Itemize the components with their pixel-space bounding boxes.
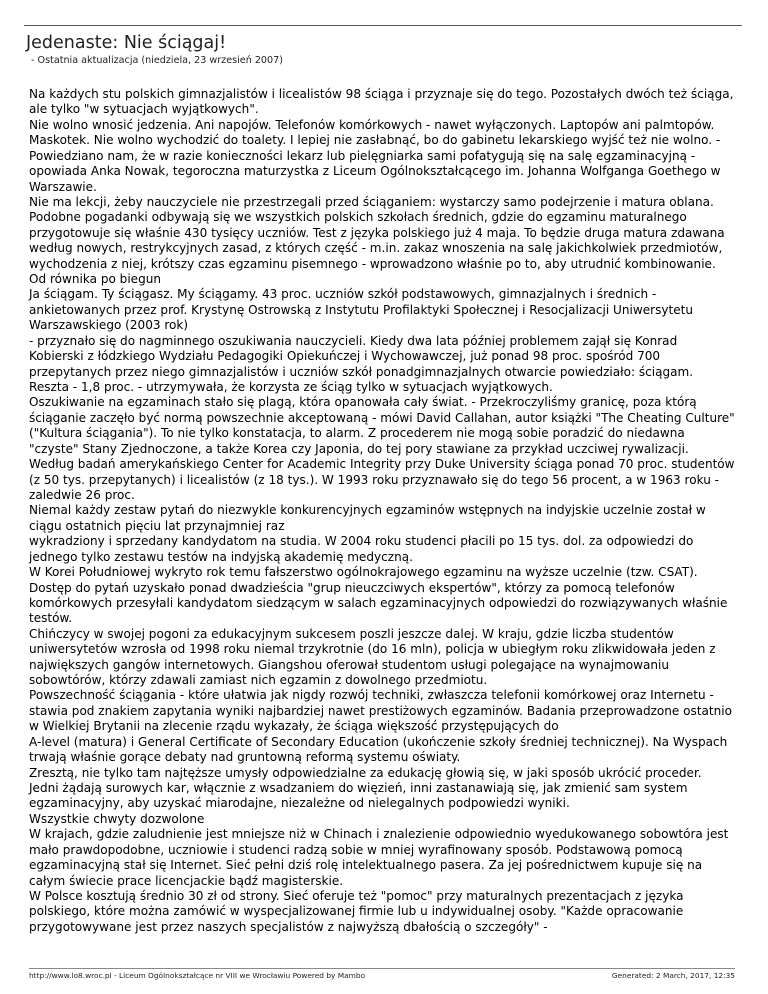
section-heading: Od równika po biegun: [29, 272, 161, 287]
paragraph: Nie wolno wnosić jedzenia. Ani napojów. Telefonów komórkowych - nawet wyłączonych. Laptopów ani palmtopów. Maskotek. Nie wolno wychodzić do toalety. I lepiej nie zasłabnąć, bo do gabinetu lekarskiego wyjść też nie wolno. - Powiedziano nam, że w razie konieczności lekarz lub pielęgniarka sami pofatygują się na salę egzaminacyjną - opowiada Anka Nowak, tegoroczna maturzystka z Liceum Ogólnokształcącego im. Johanna Wolfganga Goethego w Warszawie.: [29, 117, 721, 194]
paragraph: Oszukiwanie na egzaminach stało się plagą, która opanowała cały świat. - Przekroczyliśmy granicę, poza którą ściąganie zaczęło być normą powszechnie akceptowaną - mówi David Callahan, autor książki "The Cheating Culture" ("Kultura ściągania"). To nie tylko konstatacja, to alarm. Z procederem nie mogą sobie poradzić do niedawna "czyste" Stany Zjednoczone, a także Korea czy Japonia, do tej pory stawiane za przykład uczciwej rywalizacji.: [29, 395, 735, 456]
paragraph: Niemal każdy zestaw pytań do niezwykle konkurencyjnych egzaminów wstępnych na indyjskie uczelnie został w ciągu ostatnich pięciu lat przynajmniej raz: [29, 503, 706, 533]
article-title: Jedenaste: Nie ściągaj!: [26, 33, 227, 53]
footer-source: http://www.lo8.wroc.pl - Liceum Ogólnokształcące nr VIII we Wrocławiu Powered by Mambo: [29, 971, 366, 980]
paragraph: Według badań amerykańskiego Center for Academic Integrity przy Duke University ściąga ponad 70 proc. studentów (z 50 tys. przepytanych) i licealistów (z 18 tys.). W 1993 roku przyznawało się do tego 56 procent, a w 1963 roku - zaledwie 26 proc.: [29, 457, 735, 502]
paragraph: Zresztą, nie tylko tam najtęższe umysły odpowiedzialne za edukację głowią się, w jaki sposób ukrócić proceder. Jedni żądają surowych kar, włącznie z wsadzaniem do więzień, inni zastanawiają się, jak zmienić sam system egzaminacyjny, aby uzyskać miarodajne, niezależne od nielegalnych podpowiedzi wyniki.: [29, 765, 702, 811]
paragraph: W Polsce kosztują średnio 30 zł od strony. Sieć oferuje też "pomoc" przy maturalnych prezentacjach z języka polskiego, które można zamówić w wyspecjalizowanej firmie lub u indywidualnej osoby. "Każde opracowanie przygotowywane jest przez naszych specjalistów z najwyższą dbałością o szczegóły" -: [29, 888, 684, 934]
paragraph: W Korei Południowej wykryto rok temu fałszerstwo ogólnokrajowego egzaminu na wyższe uczelnie (tzw. CSAT). Dostęp do pytań uzyskało ponad dwadzieścia "grup nieuczciwych ekspertów", którzy za pomocą telefonów komórkowych przesyłali kandydatom siedzącym w salach egzaminacyjnych odpowiedzi do rozwiązywanych właśnie testów.: [29, 565, 728, 626]
section-heading: Wszystkie chwyty dozwolone: [29, 811, 205, 826]
article-body: [29, 87, 735, 935]
paragraph: Ja ściągam. Ty ściągasz. My ściągamy. 43 proc. uczniów szkół podstawowych, gimnazjalnych i średnich - ankietowanych przez prof. Krystynę Ostrowską z Instytutu Profilaktyki Społecznej i Resocjalizacji Uniwersytetu Warszawskiego (2003 rok): [29, 287, 693, 333]
paragraph: Na każdych stu polskich gimnazjalistów i licealistów 98 ściąga i przyznaje się do tego. Pozostałych dwóch też ściąga, ale tylko "w sytuacjach wyjątkowych".: [29, 87, 734, 117]
paragraph: W krajach, gdzie zaludnienie jest mniejsze niż w Chinach i znalezienie odpowiednio wyedukowanego sobowtóra jest mało prawdopodobne, uczniowie i studenci radzą sobie w mniej wyrafinowany sposób. Podstawową pomocą egzaminacyjną stał się Internet. Sieć pełni dziś rolę intelektualnego pasera. Za jej pośrednictwem kupuje się na całym świecie prace licencjackie bądź magisterskie.: [29, 827, 729, 888]
last-updated: - Ostatnia aktualizacja (niedziela, 23 wrzesień 2007): [31, 55, 283, 66]
paragraph: wykradziony i sprzedany kandydatom na studia. W 2004 roku studenci płacili po 15 tys. dol. za odpowiedzi do jednego tylko zestawu testów na indyjską akademię medyczną.: [29, 534, 694, 564]
paragraph: Powszechność ściągania - które ułatwia jak nigdy rozwój techniki, zwłaszcza telefonii komórkowej oraz Internetu - stawia pod znakiem zapytania wyniki najbardziej nawet prestiżowych egzaminów. Badania przeprowadzone ostatnio w Wielkiej Brytanii na zlecenie rządu wykazały, że ściąga większość przystępujących do: [29, 688, 733, 734]
paragraph: A-level (matura) i General Certificate of Secondary Education (ukończenie szkoły średniej technicznej). Na Wyspach trwają właśnie gorące debaty nad gruntowną reformą systemu oświaty.: [29, 734, 728, 765]
paragraph: Nie ma lekcji, żeby nauczyciele nie przestrzegali przed ściąganiem: wystarczy samo podejrzenie i matura oblana. Podobne pogadanki odbywają się we wszystkich polskich szkołach średnich, gdzie do egzaminu maturalnego przygotowuje się właśnie 430 tysięcy uczniów. Test z języka polskiego już 4 maja. To będzie druga matura zdawana według nowych, restrykcyjnych zasad, z których część - m.in. zakaz wnoszenia na salę jakichkolwiek przedmiotów, wychodzenia z niej, krótszy czas egzaminu pisemnego - wprowadzono właśnie po to, aby utrudnić kombinowanie.: [29, 194, 725, 271]
paragraph: Chińczycy w swojej pogoni za edukacyjnym sukcesem poszli jeszcze dalej. W kraju, gdzie liczba studentów uniwersytetów wzrosła od 1998 roku niemal trzykrotnie (do 16 mln), policja w ubiegłym roku zlikwidowała jeden z największych gangów internetowych. Giangshou oferował studentom usługi polegające na wynajmowaniu sobowtórów, którzy zdawali zamiast nich egzamin z dowolnego przedmiotu.: [29, 626, 716, 688]
top-rule: [24, 25, 742, 26]
footer-generated: Generated: 2 March, 2017, 12:35: [611, 971, 735, 980]
page-footer: [29, 968, 735, 980]
paragraph: - przyznało się do nagminnego oszukiwania nauczycieli. Kiedy dwa lata później problemem zajął się Konrad Kobierski z łódzkiego Wydziału Pedagogiki Opiekuńczej i Wychowawczej, już ponad 98 proc. spośród 700 przepytanych przez niego gimnazjalistów i uczniów szkół ponadgimnazjalnych otwarcie powiedziało: ściągam. Reszta - 1,8 proc. - utrzymywała, że korzysta ze ściąg tylko w sytuacjach wyjątkowych.: [29, 333, 694, 395]
